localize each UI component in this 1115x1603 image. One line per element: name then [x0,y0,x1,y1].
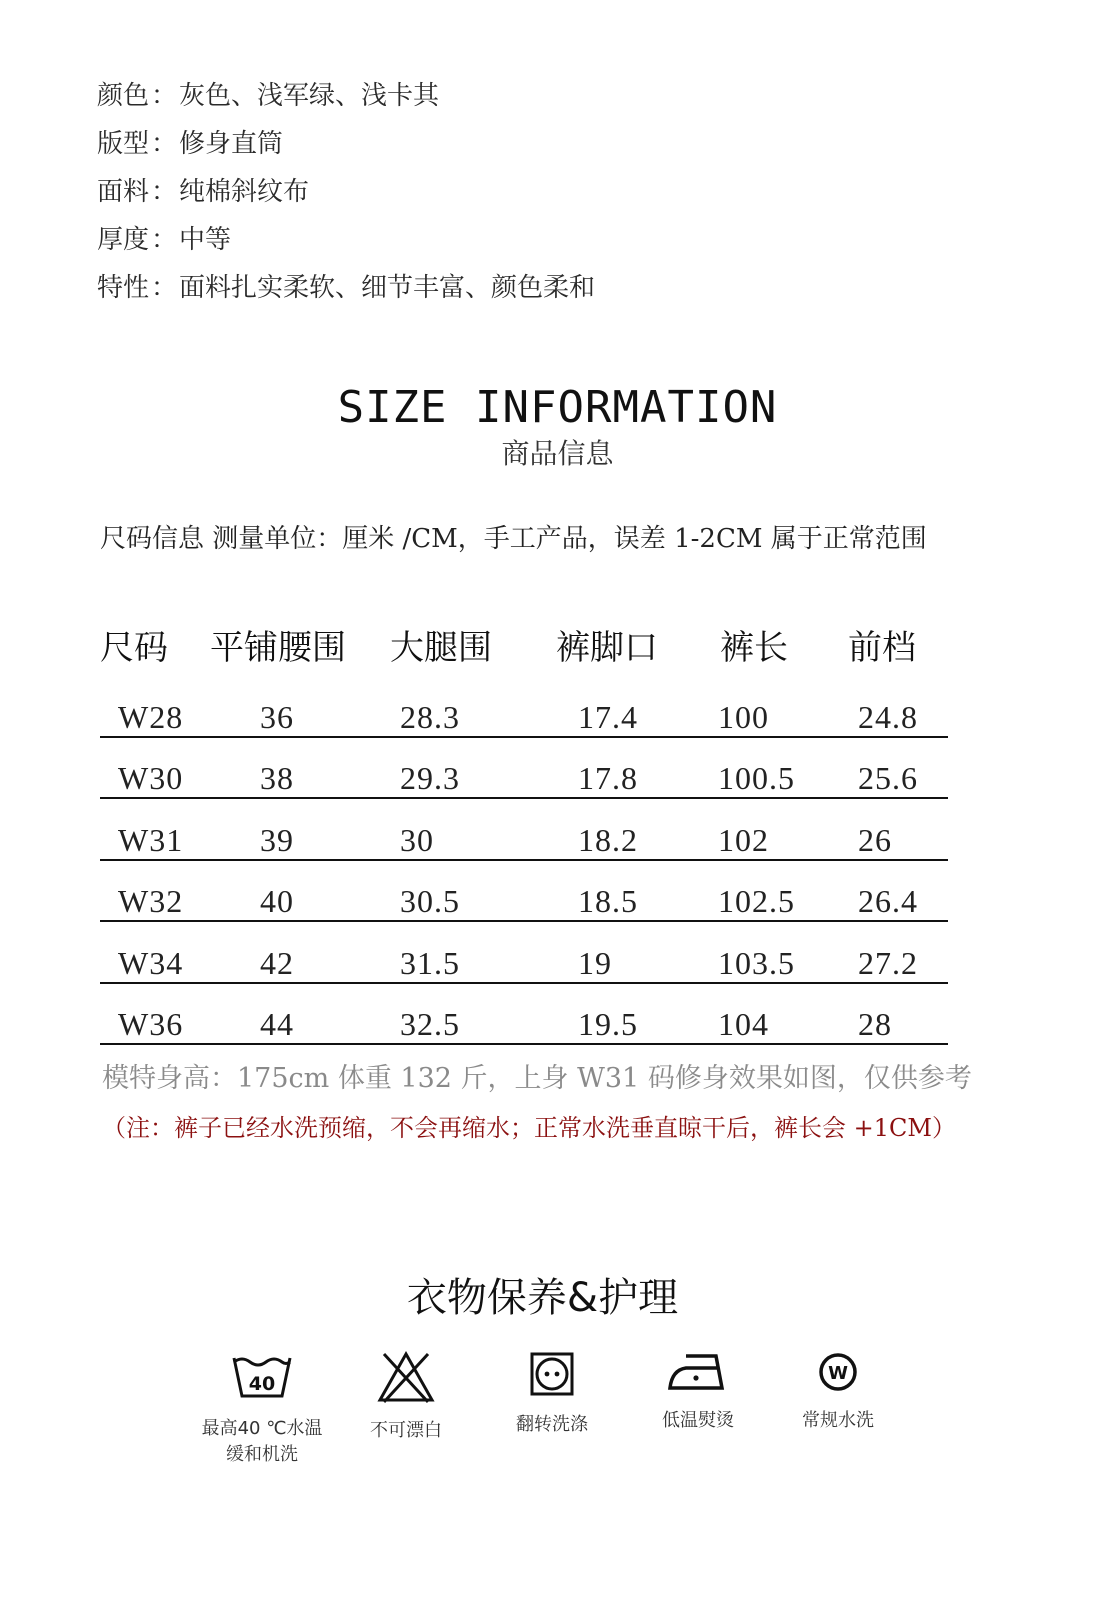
table-row [100,984,948,1046]
low-iron-icon [666,1350,730,1394]
table-cell: W36 [118,1006,184,1042]
care-label: 不可漂白 [370,1420,442,1441]
spec-value: 灰色、浅军绿、浅卡其 [179,81,440,111]
care-label-line: 最高40 ℃水温 [201,1418,323,1439]
care-title: 衣物保养&护理 [406,1275,679,1321]
table-cell: 104 [718,1006,769,1042]
table-cell: 28.3 [400,698,460,735]
spec-value: 修身直筒 [179,129,284,159]
model-note: 模特身高：175cm 体重 132 斤，上身 W31 码修身效果如图，仅供参考 [102,1063,972,1094]
size-section-subtitle: 商品信息 [501,437,614,470]
table-cell: 19.5 [578,1006,638,1042]
care-label: 翻转洗涤 [516,1414,588,1435]
care-item-tumble [502,1350,602,1438]
table-cell: 17.4 [578,698,638,735]
table-cell: 18.5 [578,883,638,919]
table-cell: W32 [118,883,184,919]
care-item-wash-40 [196,1350,328,1468]
table-cell: 31.5 [400,944,460,981]
table-row [100,738,948,800]
header-cell: 尺码 [100,628,168,668]
spec-row-feature: 特性：面料扎实柔软、细节丰富、颜色柔和 [97,273,596,303]
table-cell: 36 [260,698,294,735]
wash-note: （注：裤子已经水洗预缩，不会再缩水；正常水洗垂直晾干后，裤长会 +1CM） [102,1114,956,1142]
table-cell: 102 [718,821,769,858]
table-cell: 100 [718,698,769,735]
table-cell: 32.5 [400,1006,460,1042]
table-cell: 102.5 [718,883,795,919]
table-cell: W28 [118,698,184,735]
table-row [100,861,948,923]
table-cell: 30.5 [400,883,460,919]
table-cell: 44 [260,1006,294,1042]
table-cell: 38 [260,760,294,796]
care-label [196,1416,328,1468]
spec-label: 版型 [97,129,150,159]
table-cell: 39 [260,821,294,858]
care-item-no-bleach [356,1350,456,1444]
table-cell: 18.2 [578,821,638,858]
spec-label: 面料 [97,177,150,207]
table-cell: 29.3 [400,760,460,796]
table-cell: 100.5 [718,760,795,796]
spec-row-fabric: 面料：纯棉斜纹布 [97,177,310,207]
table-cell: 17.8 [578,760,638,796]
wet-clean-icon [816,1350,860,1394]
header-cell: 裤长 [720,628,788,668]
table-cell: W34 [118,944,184,981]
table-row [100,676,948,738]
spec-value: 中等 [179,225,232,255]
spec-list [97,72,595,312]
spec-row-thickness: 厚度：中等 [97,225,232,255]
care-label-line: 缓和机洗 [226,1444,298,1465]
size-table [100,612,948,1045]
table-cell: 27.2 [858,944,918,981]
spec-label: 特性 [97,273,150,303]
table-cell: 42 [260,944,294,981]
header-cell: 裤脚口 [556,628,658,668]
care-label: 常规水洗 [802,1410,874,1431]
spec-label: 厚度 [97,225,150,255]
care-label: 低温熨烫 [662,1410,734,1431]
table-row [100,799,948,861]
wash-40-icon [230,1350,294,1402]
no-bleach-icon [376,1350,436,1404]
tumble-dry-icon [528,1350,576,1398]
table-cell: 25.6 [858,760,918,796]
wash-temp-label: 40 [248,1373,276,1395]
header-cell: 前档 [848,628,916,668]
table-cell: 40 [260,883,294,919]
spec-value: 面料扎实柔软、细节丰富、颜色柔和 [179,273,596,303]
table-cell: 26 [858,821,892,858]
care-item-low-iron [646,1350,750,1434]
table-cell: 30 [400,821,434,858]
table-header [100,612,948,676]
table-cell: W31 [118,821,184,858]
table-cell: 28 [858,1006,892,1042]
spec-row-color: 颜色：灰色、浅军绿、浅卡其 [97,81,440,111]
wet-clean-letter: W [828,1363,848,1384]
header-cell: 大腿围 [390,628,492,668]
measure-note: 尺码信息 测量单位：厘米 /CM，手工产品，误差 1-2CM 属于正常范围 [100,524,927,554]
care-item-wet-clean [786,1350,890,1434]
table-cell: 19 [578,944,612,981]
table-cell: 24.8 [858,698,918,735]
header-cell: 平铺腰围 [210,628,346,668]
size-section-title: SIZE INFORMATION [337,382,778,433]
table-cell: W30 [118,760,184,796]
table-row [100,922,948,984]
spec-value: 纯棉斜纹布 [179,177,310,207]
table-cell: 103.5 [718,944,795,981]
spec-row-fit: 版型：修身直筒 [97,129,284,159]
spec-label: 颜色 [97,81,150,111]
table-cell: 26.4 [858,883,918,919]
